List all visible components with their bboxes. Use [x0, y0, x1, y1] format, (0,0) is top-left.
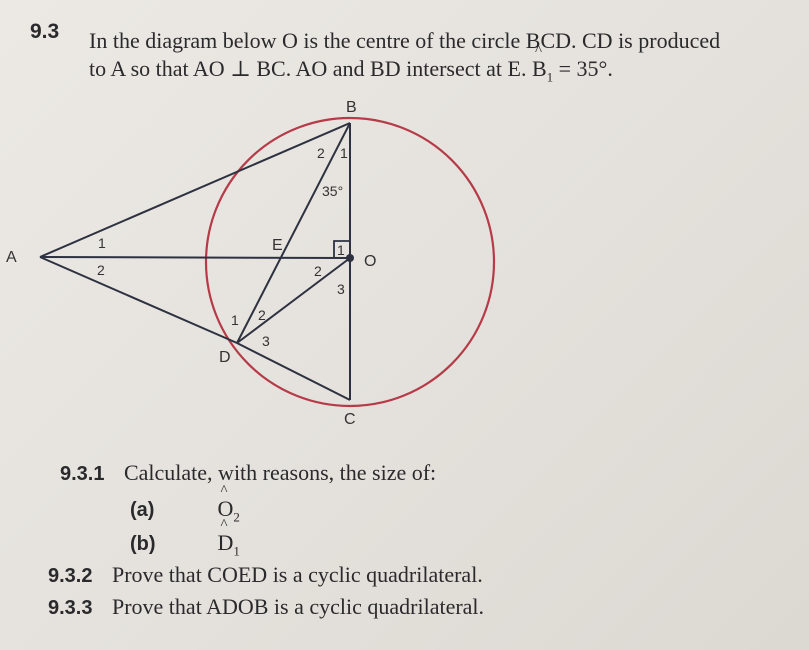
- angle-o2-symbol: ^ O: [218, 496, 234, 522]
- line-ao: [40, 257, 350, 258]
- question-number: 9.3: [30, 20, 60, 43]
- angle-label-b1: 1: [340, 145, 348, 161]
- part-label-a: (a): [130, 499, 155, 521]
- subquestion-text: Prove that ADOB is a cyclic quadrilateral.: [111, 594, 485, 619]
- subquestion-text: Calculate, with reasons, the size of:: [123, 460, 437, 485]
- point-label-e: E: [272, 237, 283, 254]
- angle-d1-subscript: 1: [233, 543, 240, 559]
- angle-label-o1: 1: [337, 242, 345, 258]
- line-dc: [237, 343, 350, 400]
- angle-label-b2: 2: [317, 145, 325, 161]
- subquestion-9-3-3: [48, 594, 484, 620]
- given-angle-subscript: 1: [546, 69, 554, 85]
- given-angle-symbol: ^ B: [532, 56, 547, 82]
- line-do: [237, 258, 350, 343]
- subquestion-number: 9.3.2: [48, 565, 93, 587]
- angle-label-d3: 3: [262, 333, 270, 349]
- subquestion-part-b: [130, 530, 240, 559]
- subquestion-number: 9.3.1: [60, 463, 105, 485]
- subquestion-text: Prove that COED is a cyclic quadrilateral.: [111, 562, 483, 587]
- angle-label-d2: 2: [258, 307, 266, 323]
- subquestion-number: 9.3.3: [48, 597, 93, 619]
- line-ab: [40, 123, 350, 257]
- part-label-b: (b): [130, 533, 156, 555]
- angle-label-a2: 2: [97, 262, 105, 278]
- question-text-line-2: [89, 56, 613, 85]
- angle-label-a1: 1: [98, 235, 106, 251]
- angle-label-o3: 3: [337, 281, 345, 297]
- angle-d1-symbol: ^ D: [218, 530, 234, 556]
- angle-label-d1: 1: [231, 312, 239, 328]
- point-label-o: O: [364, 253, 377, 270]
- centre-point-o: [346, 254, 354, 262]
- point-label-c: C: [344, 411, 356, 428]
- question-text-line-2-main: to A so that AO ⊥ BC. AO and BD intersect at E.: [89, 56, 527, 81]
- question-text-line-1: In the diagram below O is the centre of the circle BCD. CD is produced: [89, 28, 721, 53]
- angle-label-o2: 2: [314, 263, 322, 279]
- given-angle-value: = 35°.: [558, 56, 613, 81]
- line-ad: [40, 257, 237, 343]
- angle-o2-subscript: 2: [233, 509, 240, 525]
- point-label-a: A: [6, 249, 17, 266]
- point-label-b: B: [346, 99, 357, 116]
- point-label-d: D: [219, 349, 231, 366]
- subquestion-9-3-1: [60, 460, 436, 486]
- geometry-diagram: [0, 90, 809, 440]
- subquestion-9-3-2: [48, 562, 483, 588]
- angle-label-35: 35°: [322, 183, 344, 199]
